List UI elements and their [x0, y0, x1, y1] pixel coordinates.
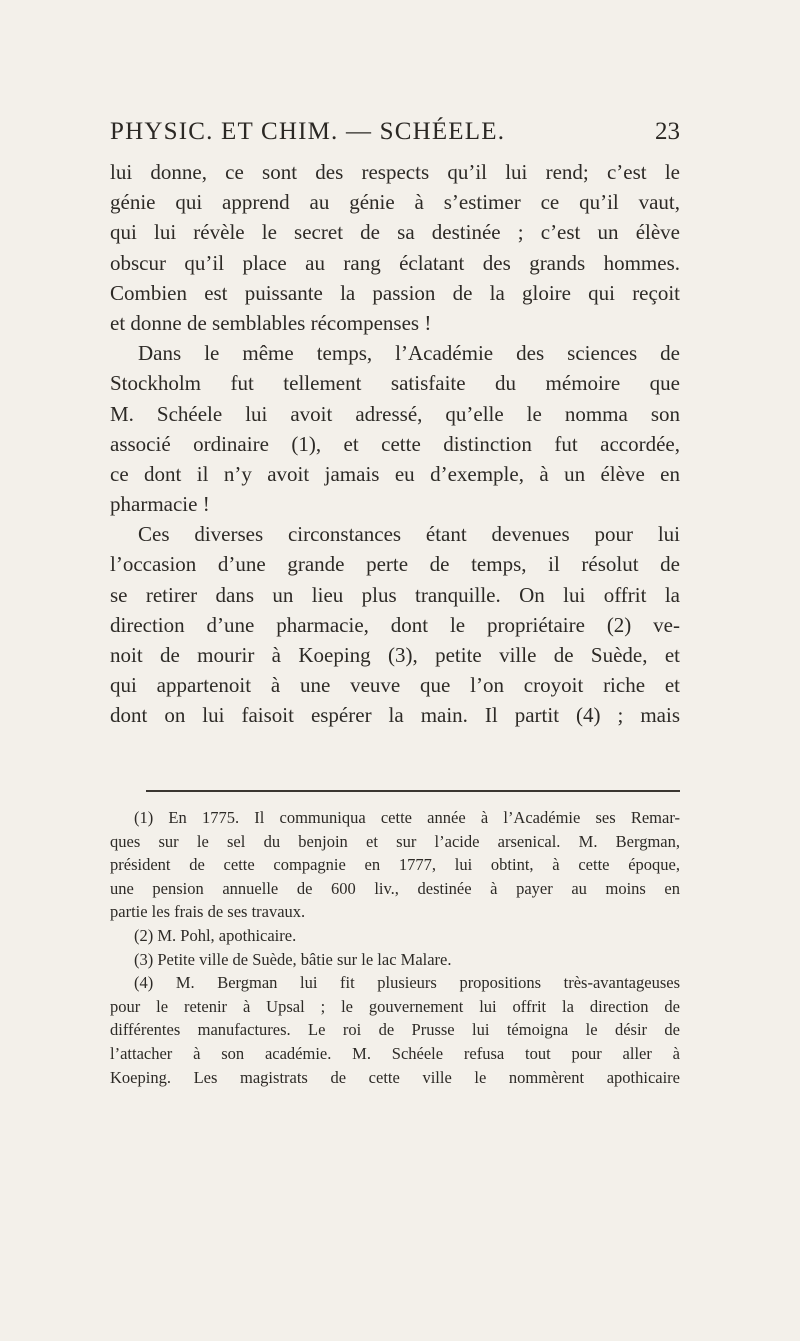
footnote-line: (2) M. Pohl, apothicaire.	[134, 925, 297, 945]
body-line: ce dont il n’y avoit jamais eu d’exemple, à un élève en	[110, 461, 680, 486]
body-line: noit de mourir à Koeping (3), petite ville de Suède, et	[110, 643, 680, 667]
footnote-line: pour le retenir à Upsal ; le gouvernement lui offrit la direction de	[110, 996, 680, 1016]
body-line: associé ordinaire (1), et cette distinction fut accordée,	[110, 431, 680, 456]
footnote-line: une pension annuelle de 600 liv., destinée à payer au moins en	[110, 878, 680, 898]
page-number: 23	[655, 118, 680, 145]
footnote-line: différentes manufactures. Le roi de Prusse lui témoigna le désir de	[110, 1020, 680, 1040]
body-line: se retirer dans un lieu plus tranquille. On lui offrit la	[110, 582, 680, 607]
footnotes	[110, 806, 680, 1089]
body-line: Stockholm fut tellement satisfaite du mémoire que	[110, 371, 680, 396]
footnote-line: Koeping. Les magistrats de cette ville le nommèrent apothicaire	[110, 1067, 680, 1087]
footnote-line: ques sur le sel du benjoin et sur l’acide arsenical. M. Bergman,	[110, 831, 680, 851]
body-line: M. Schéele lui avoit adressé, qu’elle le nomma son	[110, 401, 680, 426]
running-header	[110, 118, 680, 158]
body-line: qui appartenoit à une veuve que l’on croyoit riche et	[110, 673, 680, 698]
body-text	[110, 157, 680, 731]
body-line: obscur qu’il place au rang éclatant des grands hommes.	[110, 250, 680, 275]
footnote-line: (3) Petite ville de Suède, bâtie sur le lac Malare.	[134, 949, 452, 969]
footnote-divider	[146, 790, 680, 792]
body-line: Combien est puissante la passion de la gloire qui reçoit	[110, 280, 680, 305]
running-head-title: PHYSIC. ET CHIM. — SCHÉELE.	[110, 118, 506, 145]
body-line: et donne de semblables récompenses !	[110, 310, 432, 335]
footnote-line: l’attacher à son académie. M. Schéele refusa tout pour aller à	[110, 1043, 680, 1063]
body-line: Dans le même temps, l’Académie des sciences de	[138, 341, 680, 366]
body-line: l’occasion d’une grande perte de temps, il résolut de	[110, 552, 680, 577]
body-line: Ces diverses circonstances étant devenues pour lui	[138, 522, 680, 547]
footnote-line: (4) M. Bergman lui fit plusieurs propositions très-avantageuses	[134, 973, 680, 993]
body-line: direction d’une pharmacie, dont le propriétaire (2) ve-	[110, 612, 680, 637]
body-line: dont on lui faisoit espérer la main. Il partit (4) ; mais	[110, 703, 680, 728]
body-line: qui lui révèle le secret de sa destinée ; c’est un élève	[110, 220, 680, 245]
body-line: génie qui apprend au génie à s’estimer ce qu’il vaut,	[110, 190, 680, 215]
footnote-line: partie les frais de ses travaux.	[110, 902, 306, 922]
footnote-line: (1) En 1775. Il communiqua cette année à l’Académie ses Remar-	[134, 808, 680, 827]
footnote-line: président de cette compagnie en 1777, lui obtint, à cette époque,	[110, 855, 680, 875]
body-line: lui donne, ce sont des respects qu’il lui rend; c’est le	[110, 160, 680, 184]
body-line: pharmacie !	[110, 492, 210, 517]
